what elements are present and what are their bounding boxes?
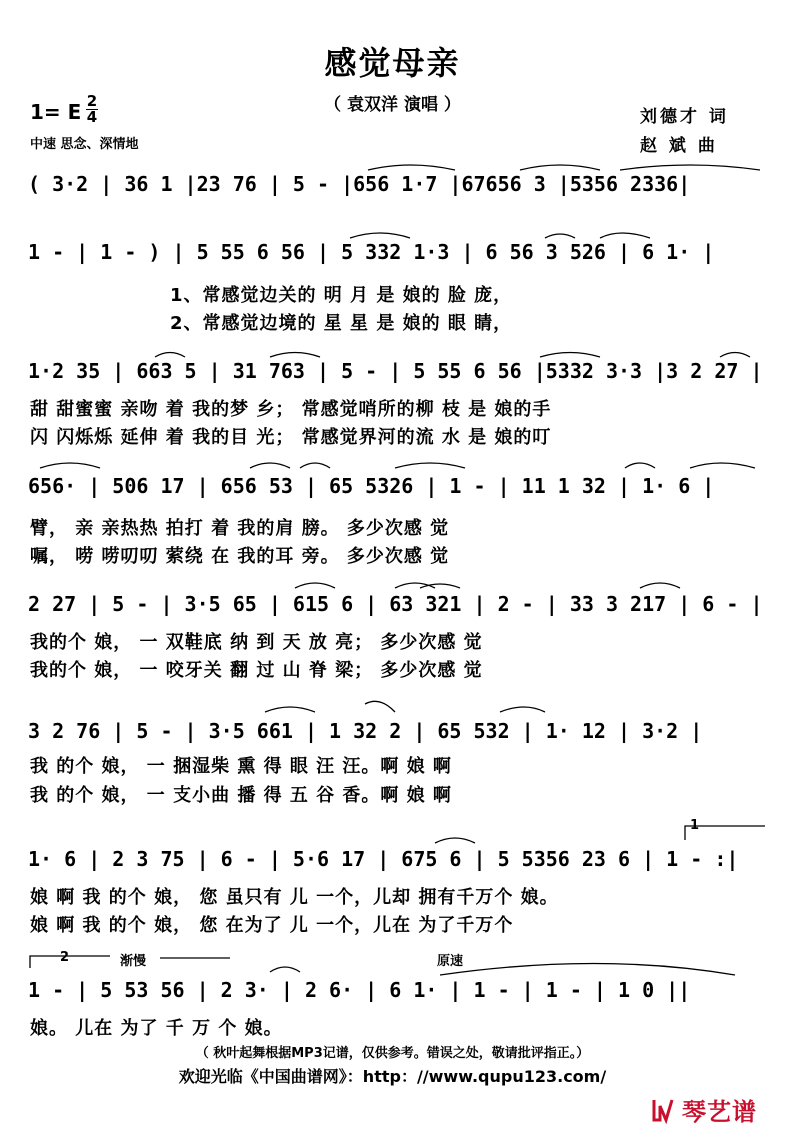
slur-mark <box>435 838 475 843</box>
score-line-4-lyric-1: 臂， 亲 亲热热 拍打 着 我的肩 膀。 多少次感 觉 <box>30 518 450 539</box>
score-line-1-notes: ( 3·2 | 36 1 |23 76 | 5 - |656 1·7 |67656 3 |5356 2336| <box>28 172 691 196</box>
score-line-8-notes: 1 - | 5 53 56 | 2 3· | 2 6· | 6 1· | 1 - | 1 - | 1 0 || <box>28 978 691 1002</box>
volta-1-label: 1 <box>690 818 700 833</box>
original-tempo-marking: 原速 <box>437 954 464 969</box>
score-line-2-lyric-2: 2、常感觉边境的 星 星 是 娘的 眼 睛， <box>170 313 513 334</box>
slur-mark <box>270 353 320 358</box>
score-line-6-lyric-2: 我 的个 娘， 一 支小曲 播 得 五 谷 香。啊 娘 啊 <box>30 785 452 806</box>
score-line-5-lyric-2: 我的个 娘， 一 咬牙关 翻 过 山 脊 梁； 多少次感 觉 <box>30 660 483 681</box>
slur-mark <box>600 233 650 238</box>
volta-2-bracket <box>30 956 110 968</box>
score-line-7-lyric-1: 娘 啊 我 的个 娘， 您 虽只有 儿 一个，儿却 拥有千万个 娘。 <box>30 887 559 908</box>
site-link[interactable]: 欢迎光临《中国曲谱网》：http：//www.qupu123.com/ <box>178 1067 607 1086</box>
slur-mark <box>300 463 330 468</box>
site-logo <box>650 1092 757 1127</box>
song-title: 感觉母亲 <box>324 44 461 82</box>
score-line-4-lyric-2: 嘱， 唠 唠叨叨 萦绕 在 我的耳 旁。 多少次感 觉 <box>30 546 450 567</box>
singer-line: （ 袁双洋 演唱 ） <box>324 95 461 115</box>
slur-mark <box>625 463 655 468</box>
slur-mark <box>250 463 290 468</box>
key-signature: 1= E <box>30 100 82 124</box>
score-line-2-lyric-1: 1、常感觉边关的 明 月 是 娘的 脸 庞， <box>170 285 513 306</box>
score-line-3-lyric-1: 甜 甜蜜蜜 亲吻 着 我的梦 乡； 常感觉哨所的柳 枝 是 娘的手 <box>30 399 552 420</box>
volta-2-label: 2 <box>60 950 70 965</box>
slur-mark <box>540 353 600 358</box>
score-line-3-lyric-2: 闪 闪烁烁 延伸 着 我的目 光； 常感觉界河的流 水 是 娘的叮 <box>30 427 552 448</box>
score-line-7-lyric-2: 娘 啊 我 的个 娘， 您 在为了 儿 一个，儿在 为了千万个 <box>30 915 514 936</box>
slur-mark <box>155 353 185 358</box>
lyricist-credit: 刘德才 词 <box>640 107 729 127</box>
slur-mark <box>690 463 755 468</box>
slur-mark <box>640 583 680 588</box>
logo-text: 琴艺谱 <box>682 1098 757 1126</box>
tempo-marking: 中速 思念、深情地 <box>30 137 139 152</box>
volta-1-bracket <box>685 826 765 840</box>
slur-mark <box>365 701 395 712</box>
slur-mark <box>500 707 545 712</box>
slur-mark <box>520 165 600 170</box>
score-line-2-notes: 1 - | 1 - ) | 5 55 6 56 | 5 332 1·3 | 6 56 3 526 | 6 1· | <box>28 240 715 264</box>
slur-mark <box>545 234 575 238</box>
slur-mark <box>350 233 410 238</box>
score-line-8-lyric-1: 娘。 儿在 为了 千 万 个 娘。 <box>30 1018 283 1039</box>
transcription-note: （ 秋叶起舞根据MP3记谱，仅供参考。错误之处，敬请批评指正。） <box>195 1046 590 1061</box>
score-line-5-lyric-1: 我的个 娘， 一 双鞋底 纳 到 天 放 亮； 多少次感 觉 <box>30 632 483 653</box>
slur-mark <box>270 967 300 972</box>
slur-mark <box>395 463 465 468</box>
composer-credit: 赵 斌 曲 <box>640 136 718 156</box>
slur-mark <box>620 165 760 170</box>
meter-bottom: 4 <box>86 108 98 126</box>
score-line-4-notes: 656· | 506 17 | 656 53 | 65 5326 | 1 - | 11 1 32 | 1· 6 | <box>28 474 715 498</box>
slur-mark <box>720 353 750 358</box>
slur-mark <box>440 964 735 976</box>
score-line-7-notes: 1· 6 | 2 3 75 | 6 - | 5·6 17 | 675 6 | 5 5356 23 6 | 1 - :| <box>28 847 739 871</box>
slur-mark <box>368 165 455 170</box>
slur-mark <box>265 707 315 712</box>
slower-marking: 渐慢 <box>120 954 147 969</box>
score-line-3-notes: 1·2 35 | 663 5 | 31 763 | 5 - | 5 55 6 56 |5332 3·3 |3 2 27 | <box>28 359 763 383</box>
meter-top: 2 <box>86 92 98 110</box>
score-line-5-notes: 2 27 | 5 - | 3·5 65 | 615 6 | 63 321 | 2 - | 33 3 217 | 6 - | <box>28 592 763 616</box>
score-line-6-notes: 3 2 76 | 5 - | 3·5 661 | 1 32 2 | 65 532 | 1· 12 | 3·2 | <box>28 719 703 743</box>
slur-mark <box>295 583 335 588</box>
logo-mark-icon <box>650 1096 678 1124</box>
slur-mark <box>40 463 100 468</box>
score-line-6-lyric-1: 我 的个 娘， 一 捆湿柴 熏 得 眼 汪 汪。啊 娘 啊 <box>30 756 452 777</box>
